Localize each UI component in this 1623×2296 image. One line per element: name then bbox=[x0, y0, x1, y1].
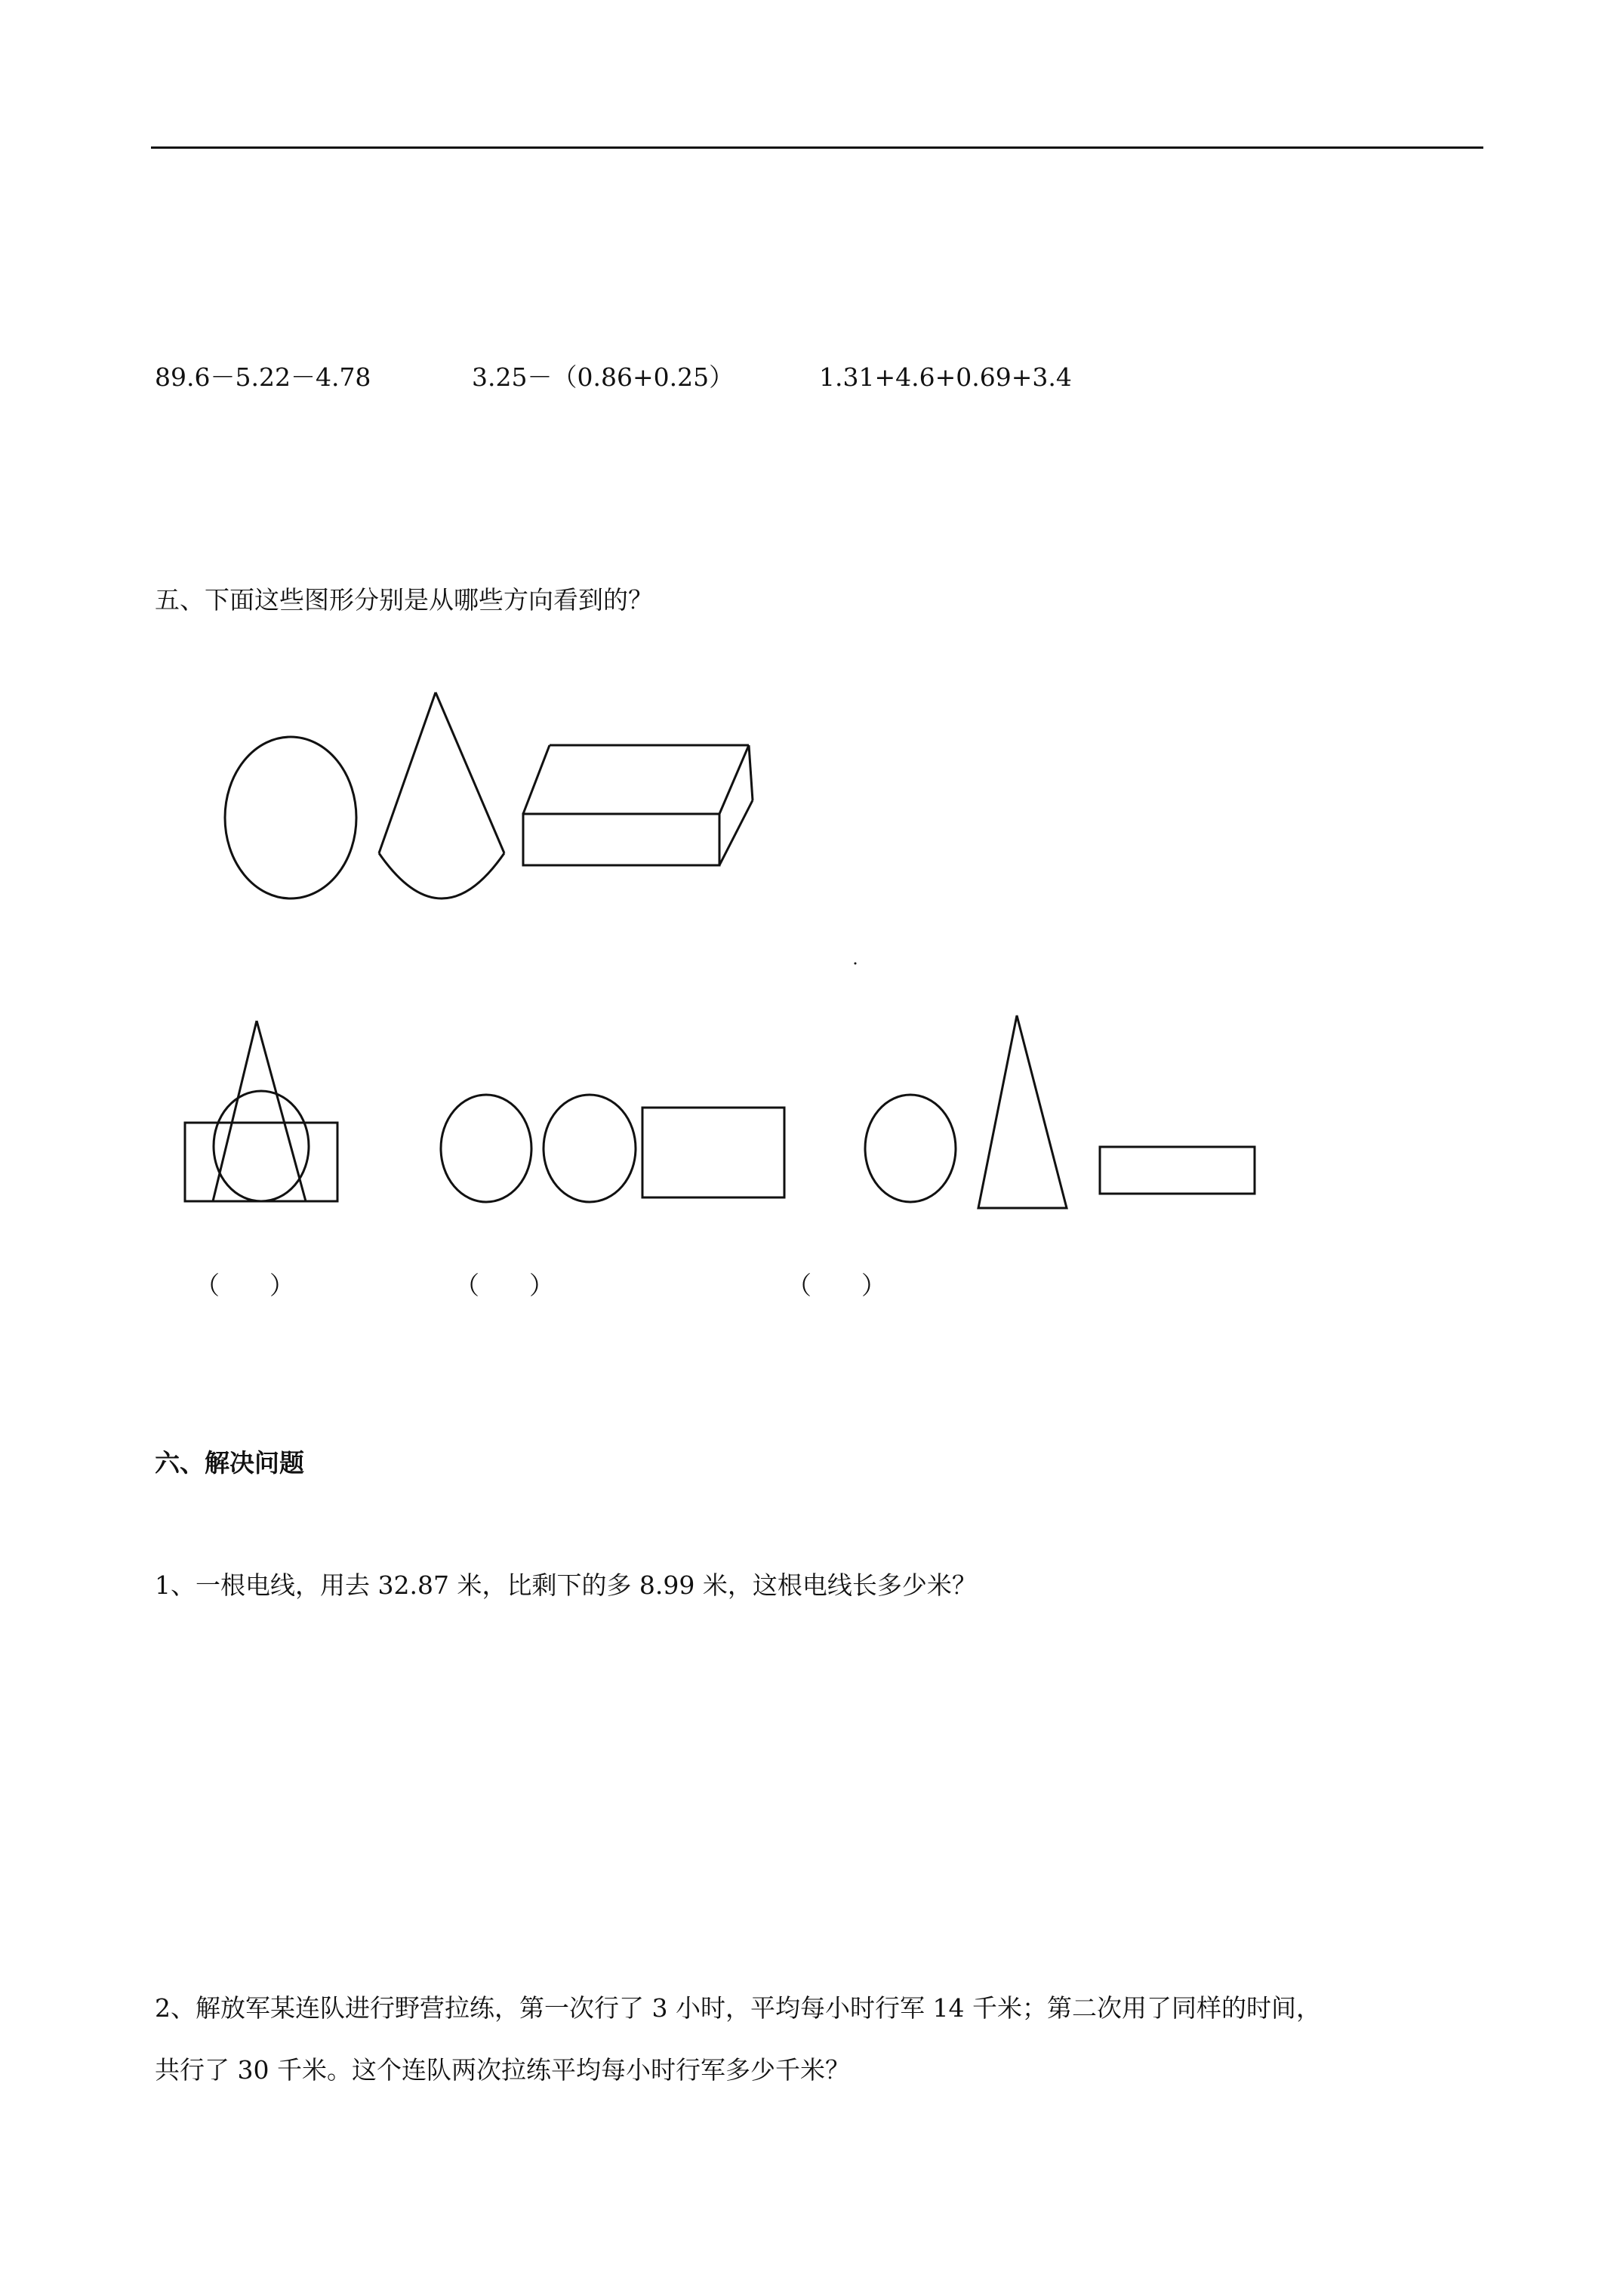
question-2-line-1: 2、解放军某连队进行野营拉练，第一次行了 3 小时，平均每小时行军 14 千米；第二次用了同样的时间， bbox=[155, 1993, 1321, 2023]
cone-shape bbox=[379, 692, 504, 898]
calc-expression-1: 89.6－5.22－4.78 bbox=[155, 362, 371, 392]
question-2-line-2: 共行了 30 千米。这个连队两次拉练平均每小时行军多少千米？ bbox=[155, 2055, 850, 2085]
calc-expression-2: 3.25－（0.86+0.25） bbox=[472, 362, 735, 392]
view-1-figure bbox=[185, 1021, 337, 1201]
answer-blank-2[interactable]: （ ） bbox=[454, 1271, 554, 1300]
section-6-title: 六、解决问题 bbox=[155, 1448, 304, 1478]
stray-dot bbox=[855, 963, 857, 965]
question-1: 1、一根电线，用去 32.87 米，比剩下的多 8.99 米，这根电线长多少米？ bbox=[155, 1570, 977, 1600]
sphere-shape bbox=[225, 737, 356, 898]
view-2-figure bbox=[441, 1095, 784, 1202]
view-3-figure bbox=[865, 1015, 1255, 1208]
calc-expression-3: 1.31+4.6+0.69+3.4 bbox=[819, 362, 1072, 392]
answer-blank-3[interactable]: （ ） bbox=[787, 1271, 886, 1300]
section-5-title: 五、下面这些图形分别是从哪些方向看到的？ bbox=[155, 585, 653, 615]
cuboid-shape bbox=[523, 745, 753, 865]
answer-blank-1[interactable]: （ ） bbox=[195, 1271, 294, 1300]
